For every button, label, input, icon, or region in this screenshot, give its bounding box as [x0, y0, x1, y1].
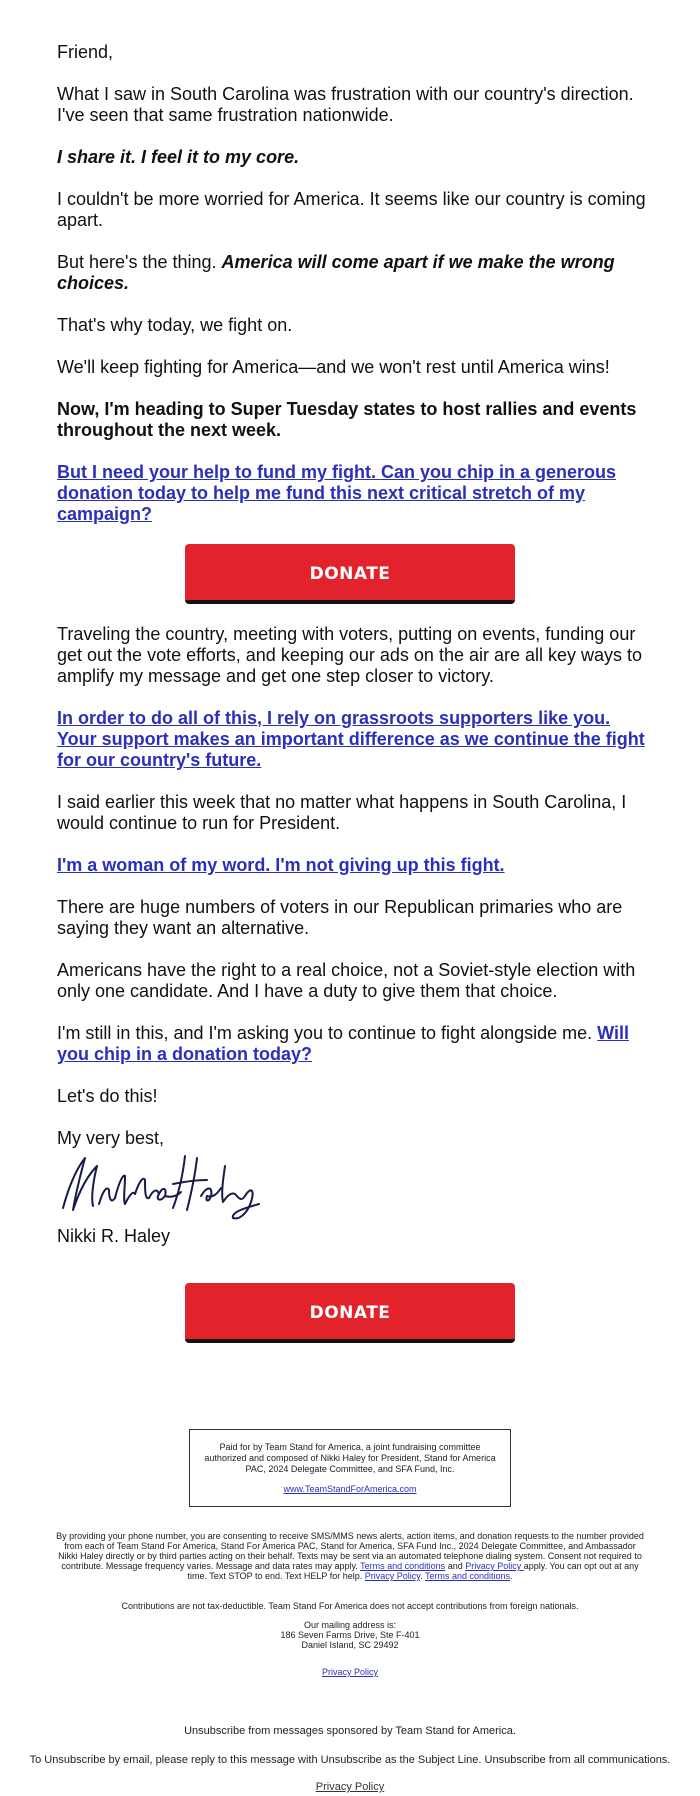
- closing: My very best,: [57, 1128, 165, 1148]
- chip-in-link[interactable]: Will you chip in a donation today?: [57, 1023, 629, 1064]
- paragraph-continue-run: I said earlier this week that no matter what happens in South Carolina, I would continue to run for President.: [57, 792, 627, 833]
- address-line-2: Daniel Island, SC 29492: [301, 1640, 399, 1650]
- still-in-this-text: I'm still in this, and I'm asking you to continue to fight alongside me.: [57, 1023, 598, 1043]
- paragraph-still-in-this: [57, 1023, 647, 1065]
- paragraph-share-it: I share it. I feel it to my core.: [57, 147, 300, 167]
- sms-text-2: apply. You can opt out at any time. Text STOP to end. Text HELP for help.: [187, 1561, 639, 1581]
- paragraph-worried: I couldn't be more worried for America. It seems like our country is coming apart.: [57, 189, 646, 230]
- greeting: Friend,: [57, 42, 114, 62]
- paragraph-traveling: Traveling the country, meeting with voters, putting on events, funding our get out the vote efforts, and keeping our ads on the air are all key ways to amplify my message and get one step closer to victory.: [57, 624, 643, 686]
- paragraph-keep-fighting: We'll keep fighting for America—and we won't rest until America wins!: [57, 357, 610, 377]
- privacy-link-2[interactable]: Privacy Policy: [364, 1571, 421, 1581]
- privacy-policy-3: [55, 1667, 645, 1677]
- paragraph-heres-the-thing: [57, 252, 647, 294]
- donate-button[interactable]: DONATE: [185, 544, 515, 604]
- unsubscribe-sponsored: Unsubscribe from messages sponsored by Team Stand for America.: [184, 1725, 516, 1737]
- donate-button-2[interactable]: DONATE: [185, 1283, 515, 1343]
- paragraph-link-fund-fight: [57, 462, 647, 525]
- paragraph-lets-do-this: Let's do this!: [57, 1086, 158, 1106]
- period-text-2: .: [510, 1571, 513, 1581]
- lead-text: But here's the thing.: [57, 252, 222, 272]
- paragraph-voters-alternative: There are huge numbers of voters in our Republican primaries who are saying they want an alternative.: [57, 897, 623, 938]
- emphasis-text: America will come apart if we make the wrong choices.: [57, 252, 615, 293]
- paragraph-fight-on: That's why today, we fight on.: [57, 315, 293, 335]
- fund-fight-link[interactable]: But I need your help to fund my fight. Can you chip in a generous donation today to help me fund this next critical stretch of my campaign?: [57, 462, 617, 524]
- not-deductible: Contributions are not tax-deductible. Team Stand For America does not accept contributions from foreign nationals.: [121, 1601, 579, 1611]
- unsubscribe-by-email: To Unsubscribe by email, please reply to this message with Unsubscribe as the Subject Line. Unsubscribe from all communications.: [29, 1754, 671, 1766]
- site-link[interactable]: www.TeamStandForAmerica.com: [283, 1484, 417, 1494]
- period-text: .: [420, 1571, 423, 1581]
- privacy-link-3[interactable]: Privacy Policy: [321, 1667, 378, 1677]
- grassroots-link[interactable]: In order to do all of this, I rely on grassroots supporters like you. Your support makes an important difference as we continue the fight for our country's future.: [57, 708, 645, 770]
- paragraph-frustration: What I saw in South Carolina was frustration with our country's direction. I've seen that same frustration nationwide.: [57, 84, 634, 125]
- privacy-link-1[interactable]: Privacy Policy: [465, 1561, 524, 1571]
- paragraph-super-tuesday: Now, I'm heading to Super Tuesday states to host rallies and events throughout the next week.: [57, 399, 637, 440]
- signature-image: [55, 1146, 265, 1226]
- paragraph-link-woman-of-word: [57, 855, 647, 876]
- terms-link-2[interactable]: Terms and conditions: [424, 1571, 510, 1581]
- privacy-policy-4: [0, 1781, 700, 1794]
- paragraph-real-choice: Americans have the right to a real choice, not a Soviet-style election with only one candidate. And I have a duty to give them that choice.: [57, 960, 636, 1001]
- and-text: and: [445, 1561, 466, 1571]
- signer-name: Nikki R. Haley: [57, 1226, 171, 1246]
- paid-for-text: Paid for by Team Stand for America, a joint fundraising committee authorized and composed of Nikki Haley for President, Stand for America PAC, 2024 Delegate Committee, and SFA Fund, Inc.: [204, 1442, 496, 1474]
- address-line-1: 186 Seven Farms Drive, Ste F-401: [280, 1630, 420, 1640]
- privacy-link-4[interactable]: Privacy Policy: [315, 1781, 385, 1793]
- mailing-label: Our mailing address is:: [303, 1620, 397, 1630]
- sms-text: By providing your phone number, you are consenting to receive SMS/MMS news alerts, action items, and donation requests to the number provided from each of Team Stand For America, Stand For America PAC, Stand for America, SFA Fund Inc., 2024 Delegate Committee, and Ambassador Nikki Haley directly or by third parties acting on their behalf. Texts may be sent via an automated telephone dialing system. Consent not required to contribute. Message frequency varies. Message and data rates may apply.: [56, 1531, 644, 1571]
- paragraph-link-grassroots: [57, 708, 647, 771]
- woman-of-word-link[interactable]: I'm a woman of my word. I'm not giving up this fight.: [57, 855, 505, 875]
- terms-link-1[interactable]: Terms and conditions: [360, 1561, 446, 1571]
- paid-for-box: [189, 1429, 511, 1507]
- sms-disclaimer: [55, 1531, 645, 1581]
